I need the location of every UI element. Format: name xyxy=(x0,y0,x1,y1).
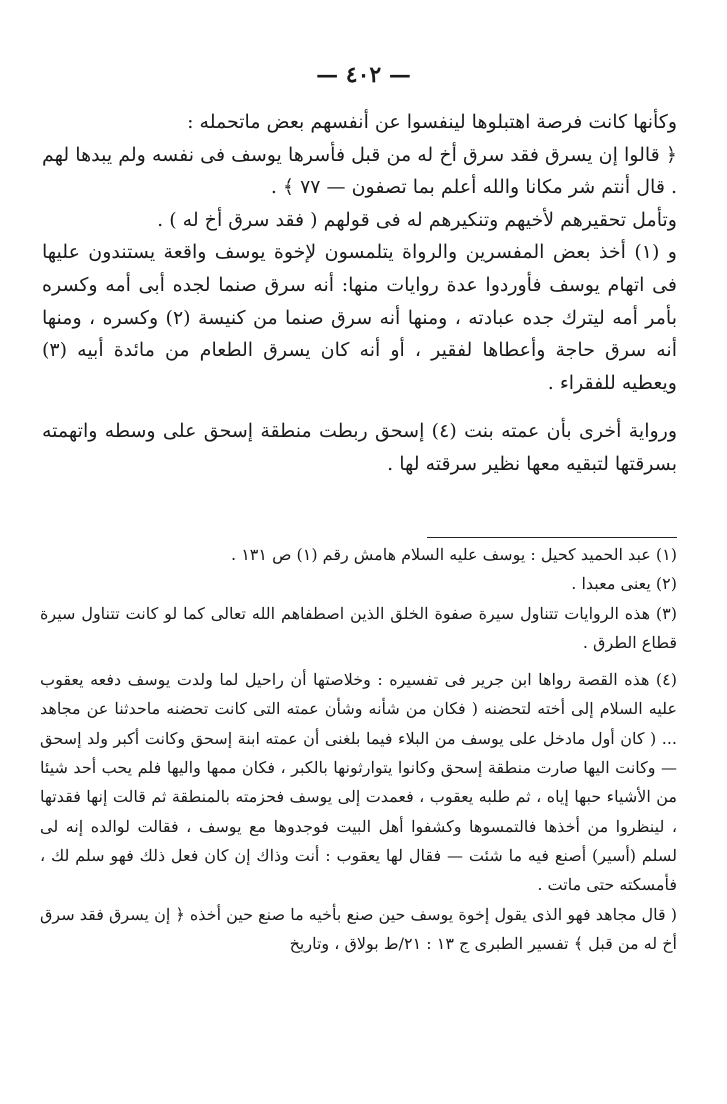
paragraph-5: ورواية أخرى بأن عمته بنت (٤) إسحق ربطت منطقة إسحق على وسطه واتهمته بسرقتها لتبقيه معها نظير سرقته لها . xyxy=(42,420,678,475)
page-number: — ٤٠٢ — xyxy=(316,62,411,88)
footnote-2: (٢) يعنى معبدا . xyxy=(571,574,677,594)
paragraph-1: وكأنها كانت فرصة اهتبلوها لينفسوا عن أنفسهم بعض ماتحمله : xyxy=(187,111,677,133)
main-text xyxy=(42,106,677,481)
paragraph-4: و (١) أخذ بعض المفسرين والرواة يتلمسون لإخوة يوسف واقعة يستندون عليها فى اتهام يوسف فأوردوا عدة روايات منها: أنه سرق صنما لجده أبى أمه وكسره بأمر أمه ليترك جده عبادته ، ومنها أنه سرق صنما من كنيسة (٢) وكسره ، ومنها أنه سرق حاجة وأعطاها لفقير ، أو أنه كان يسرق الطعام من مائدة أبيه (٣) ويعطيه للفقراء . xyxy=(42,241,677,394)
footnote-5: ( قال مجاهد فهو الذى يقول إخوة يوسف حين صنع بأخيه ما صنع حين أخذه ﴿ إن يسرق فقد سرق أخ له من قبل ﴾ تفسير الطبرى ج ١٣ : ٢١/ط بولاق ، وتاريخ xyxy=(40,904,677,953)
paragraph-gap xyxy=(42,399,677,415)
footnote-1: (١) عبد الحميد كحيل : يوسف عليه السلام هامش رقم (١) ص ١٣١ . xyxy=(231,545,677,564)
footnote-divider xyxy=(427,537,677,538)
paragraph-3: وتأمل تحقيرهم لأخيهم وتنكيرهم له فى قولهم ( فقد سرق أخ له ) . xyxy=(157,208,677,231)
footnote-4: (٤) هذه القصة رواها ابن جرير فى تفسيره : وخلاصتها أن راحيل لما ولدت يوسف دفعه يعقوب عليه السلام إلى أخته لتحضنه ( فكان من شأنه وشأن عمته التى كانت تحضنه ماحدثنا عن مجاهد ... ( كان أول مادخل على يوسف من البلاء فيما بلغنى أن عمته ابنة إسحق وكانت أكبر ولد إسحق — وكانت اليها صارت منطقة إسحق وكانوا يتوارثونها بالكبر ، فكان ممها واليها فلم يحب أحد شيئا من الأشياء حبها إياه ، ثم طلبه يعقوب ، فعمدت إلى يوسف فحزمته بالمنطقة ثم قالت إنها فقدتها ، لينظروا من أخذها فالتمسوها وكشفوا أهل البيت فوجدوها مع يوسف ، فقالت لوالده إنه لى لسلم (أسير) أصنع فيه ما شئت — فقال لها يعقوب : أنت وذاك إن كان فعل ذلك فهو سلم لك ، فأمسكته حتى ماتت . xyxy=(40,670,678,895)
quran-quote-paragraph: ﴿ قالوا إن يسرق فقد سرق أخ له من قبل فأسرها يوسف فى نفسه ولم يبدها لهم . قال أنتم شر مكانا والله أعلم بما تصفون — ٧٧ ﴾ . xyxy=(42,143,677,199)
footnotes xyxy=(40,540,677,958)
footnote-3: (٣) هذه الروايات تتناول سيرة صفوة الخلق الذين اصطفاهم الله تعالى كما لو كانت تتناول سيرة قطاع الطرق . xyxy=(40,603,677,652)
